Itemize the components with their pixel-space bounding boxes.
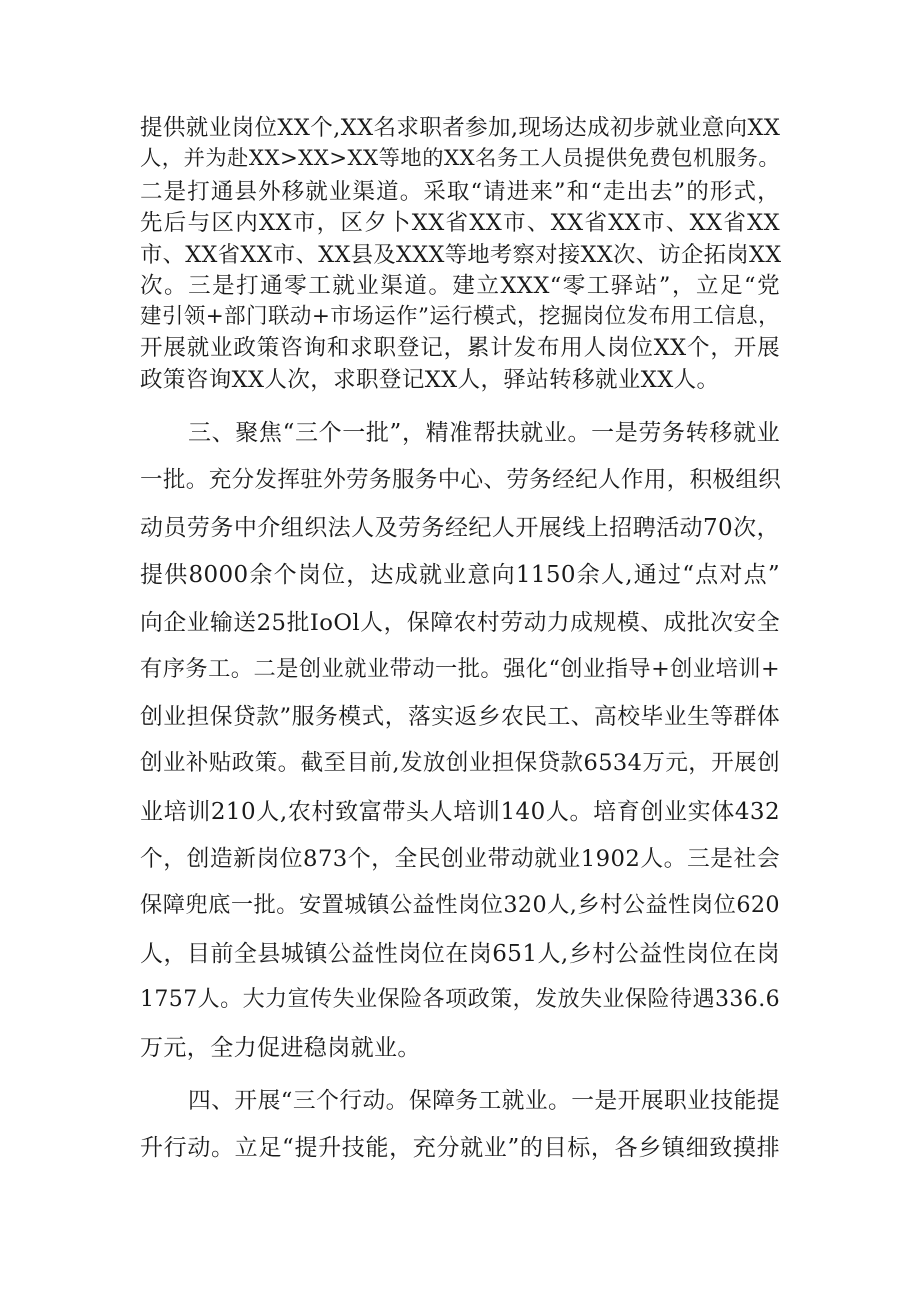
text-line: 人，目前全县城镇公益性岗位在岗651人,乡村公益性岗位在岗 — [140, 941, 780, 967]
text-line: 动员劳务中介组织法人及劳务经纪人开展线上招聘活动70次， — [140, 515, 780, 541]
text-line: 提供就业岗位XX个,XX名求职者参加,现场达成初步就业意向XX — [140, 115, 781, 141]
text-line: 向企业输送25批IoOl人，保障农村劳动力成规模、成批次安全 — [140, 610, 780, 636]
text-line: 建引领+部门联动+市场运作”运行模式，挖掘岗位发布用工信息， — [140, 304, 780, 329]
text-line: 人，并为赴XX>XX>XX等地的XX名务工人员提供免费包机服务。 — [140, 146, 780, 171]
text-line: 创业担保贷款”服务模式，落实返乡农民工、高校毕业生等群体 — [140, 704, 780, 730]
text-line: 四、开展“三个行动。保障务工就业。一是开展职业技能提 — [188, 1088, 780, 1114]
text-line: 一批。充分发挥驻外劳务服务中心、劳务经纪人作用，积极组织 — [140, 467, 782, 493]
text-line: 提供8000余个岗位，达成就业意向1150余人,通过“点对点” — [140, 562, 780, 588]
text-line: 升行动。立足“提升技能，充分就业”的目标，各乡镇细致摸排 — [140, 1135, 780, 1161]
text-line: 次。三是打通零工就业渠道。建立XXX“零工驿站”，立足“党 — [140, 273, 780, 299]
text-line: 市、XX省XX市、XX县及XXX等地考察对接XX次、访企拓岗XX — [140, 242, 782, 268]
text-line: 有序务工。二是创业就业带动一批。强化“创业指导+创业培训+ — [140, 656, 780, 682]
text-line: 先后与区内XX市，区夕卜XX省XX市、XX省XX市、XX省XX — [140, 210, 780, 236]
text-line: 万元，全力促进稳岗就业。 — [140, 1035, 421, 1061]
text-line: 业培训210人,农村致富带头人培训140人。培育创业实体432 — [140, 799, 780, 825]
text-line: 个，创造新岗位873个，全民创业带动就业1902人。三是社会 — [140, 846, 780, 872]
text-line: 二是打通县外移就业渠道。采取“请进来”和“走出去”的形式， — [140, 179, 780, 205]
text-line: 1757人。大力宣传失业保险各项政策，发放失业保险待遇336.6 — [140, 987, 780, 1012]
text-line: 保障兜底一批。安置城镇公益性岗位320人,乡村公益性岗位620 — [140, 892, 780, 918]
text-line: 创业补贴政策。截至目前,发放创业担保贷款6534万元，开展创 — [140, 750, 780, 776]
text-line: 三、聚焦“三个一批”，精准帮扶就业。一是劳务转移就业 — [188, 420, 780, 446]
text-line: 开展就业政策咨询和求职登记，累计发布用人岗位XX个，开展 — [140, 335, 780, 361]
text-line: 政策咨询XX人次，求职登记XX人，驿站转移就业XX人。 — [140, 367, 720, 393]
